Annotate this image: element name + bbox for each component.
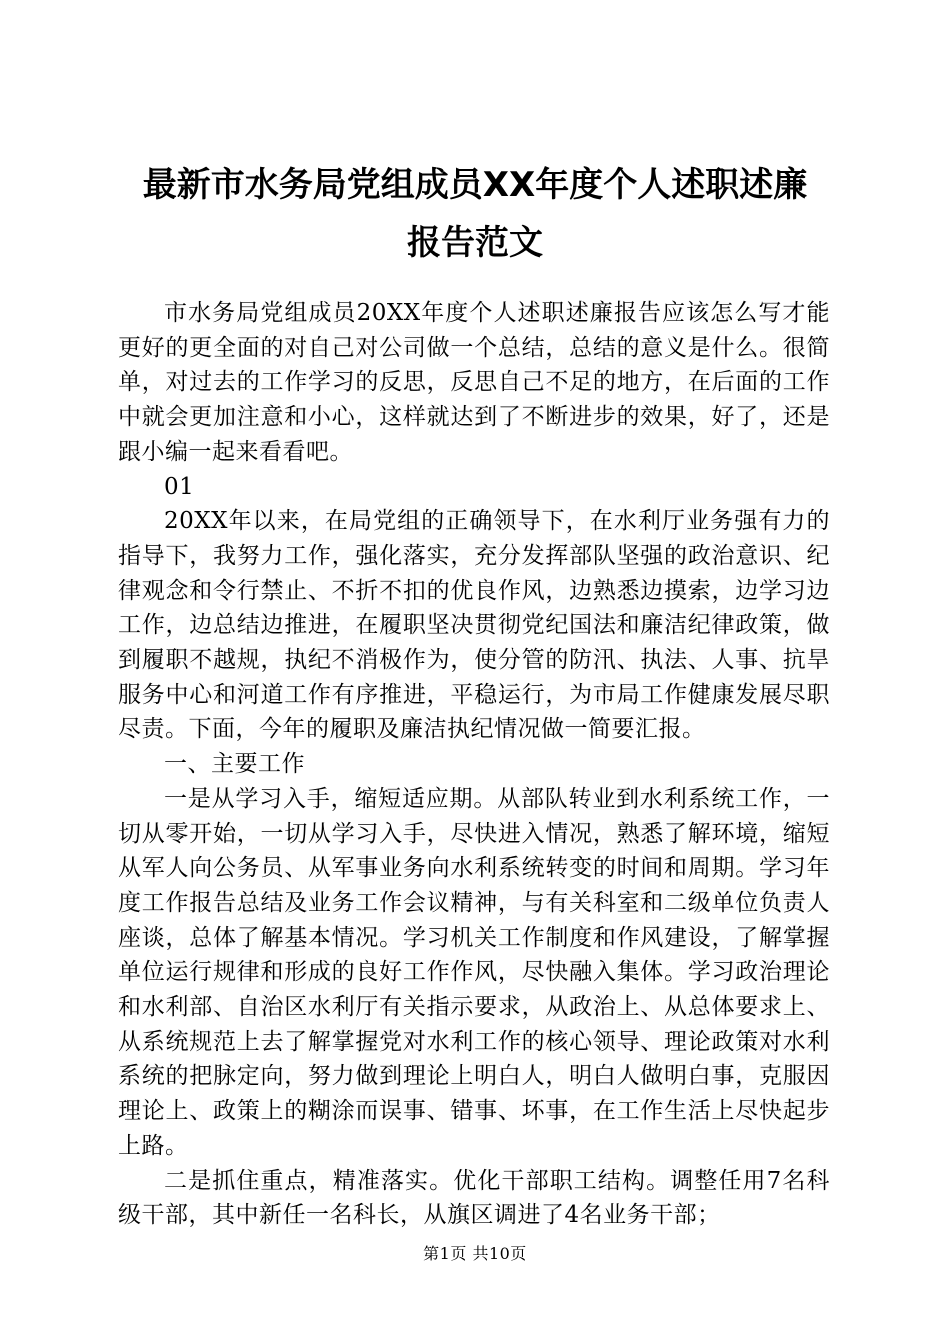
work-item-2-paragraph: 二是抓住重点，精准落实。优化干部职工结构。调整任用7名科级干部，其中新任一名科长，从旗区调进了4名业务干部； bbox=[118, 1167, 830, 1229]
document-body bbox=[118, 296, 830, 1233]
overview-paragraph: 20XX年以来，在局党组的正确领导下，在水利厅业务强有力的指导下，我努力工作，强化落实，充分发挥部队坚强的政治意识、纪律观念和令行禁止、不折不扣的优良作风，边熟悉边摸索，边学习边工作，边总结边推进，在履职坚决贯彻党纪国法和廉洁纪律政策，做到履职不越规，执纪不消极作为，使分管的防汛、执法、人事、抗旱服务中心和河道工作有序推进，平稳运行，为市局工作健康发展尽职尽责。下面，今年的履职及廉洁执纪情况做一简要汇报。 bbox=[118, 508, 830, 743]
page-footer: 第1页 共10页 bbox=[423, 1244, 527, 1263]
document-title-line-2: 报告范文 bbox=[407, 223, 543, 263]
section-number: 01 bbox=[164, 473, 195, 500]
section-heading-main-work: 一、主要工作 bbox=[164, 751, 305, 778]
work-item-1-paragraph: 一是从学习入手，缩短适应期。从部队转业到水利系统工作，一切从零开始，一切从学习入手，尽快进入情况，熟悉了解环境，缩短从军人向公务员、从军事业务向水利系统转变的时间和周期。学习年度工作报告总结及业务工作会议精神，与有关科室和二级单位负责人座谈，总体了解基本情况。学习机关工作制度和作风建设，了解掌握单位运行规律和形成的良好工作作风，尽快融入集体。学习政治理论和水利部、自治区水利厅有关指示要求，从政治上、从总体要求上、从系统规范上去了解掌握党对水利工作的核心领导、理论政策对水利系统的把脉定向，努力做到理论上明白人，明白人做明白事，克服因理论上、政策上的糊涂而误事、错事、坏事，在工作生活上尽快起步上路。 bbox=[118, 785, 830, 1159]
intro-paragraph: 市水务局党组成员20XX年度个人述职述廉报告应该怎么写才能更好的更全面的对自己对公司做一个总结，总结的意义是什么。很简单，对过去的工作学习的反思，反思自己不足的地方，在后面的工作中就会更加注意和小心，这样就达到了不断进步的效果，好了，还是跟小编一起来看看吧。 bbox=[118, 300, 830, 465]
document-title-line-1: 最新市水务局党组成员XX年度个人述职述廉 bbox=[142, 165, 808, 205]
